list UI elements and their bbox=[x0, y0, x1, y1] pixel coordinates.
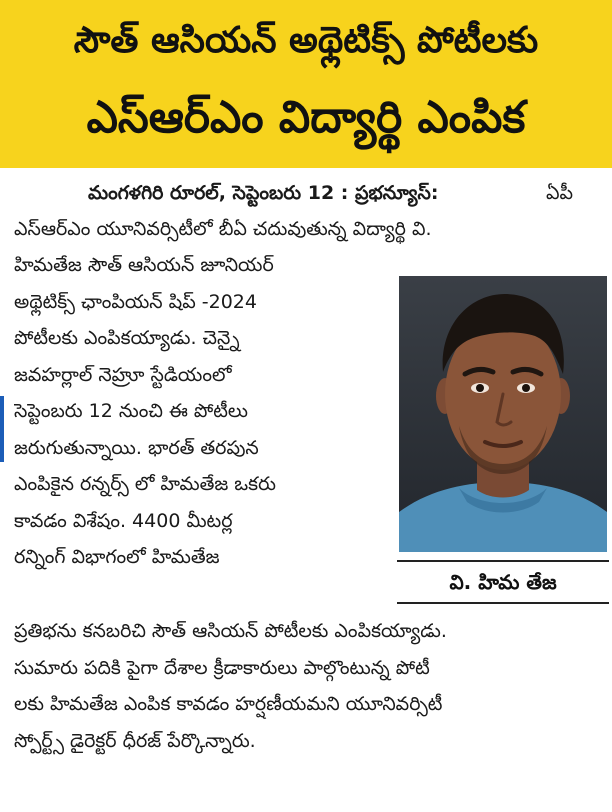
article-line-3: అథ్లెటిక్స్ ఛాంపియన్ షిప్ -2024 bbox=[14, 291, 257, 313]
dateline: మంగళగిరి రూరల్, సెప్టెంబరు 12 : ప్రభన్యూస్: bbox=[88, 182, 439, 204]
article-line-11: ప్రతిభను కనబరిచి సౌత్ ఆసియన్ పోటీలకు ఎంపికయ్యాడు. bbox=[14, 620, 447, 642]
article-line-10: రన్నింగ్ విభాగంలో హిమతేజ bbox=[14, 546, 220, 568]
headline-line-2: ఎస్ఆర్ఎం విద్యార్థి ఎంపిక bbox=[86, 92, 526, 143]
article-line-1: ఎస్ఆర్ఎం యూనివర్సిటీలో బీఏ చదువుతున్న విద్యార్థి వి. bbox=[14, 218, 432, 240]
article-line-2: హిమతేజ సౌత్ ఆసియన్ జూనియర్ bbox=[14, 254, 274, 276]
portrait-photo bbox=[399, 276, 607, 552]
headline-line-1: సౌత్ ఆసియన్ అథ్లెటిక్స్ పోటీలకు bbox=[73, 20, 539, 61]
article-line-7: జరుగుతున్నాయి. భారత్ తరపున bbox=[14, 437, 259, 459]
article-line-4: పోటీలకు ఎంపికయ్యాడు. చెన్నై bbox=[14, 327, 240, 349]
portrait-illustration bbox=[399, 276, 607, 552]
article-line-12: సుమారు పదికి పైగా దేశాల క్రీడాకారులు పాల్గొంటున్న పోటీ bbox=[14, 657, 430, 679]
article-line-8: ఎంపికైన రన్నర్స్ లో హిమతేజ ఒకరు bbox=[14, 473, 276, 495]
article-line-9: కావడం విశేషం. 4400 మీటర్ల bbox=[14, 510, 233, 532]
side-accent-bar bbox=[0, 396, 4, 462]
article-line-14: స్పోర్ట్స్ డైరెక్టర్ ధీరజ్ పేర్కొన్నారు. bbox=[14, 730, 256, 752]
article-line-0: ఏపీ bbox=[546, 182, 574, 204]
article-line-5: జవహర్లాల్ నెహ్రూ స్టేడియంలో bbox=[14, 364, 232, 386]
article-line-6: సెప్టెంబరు 12 నుంచి ఈ పోటీలు bbox=[14, 400, 248, 422]
photo-caption: వి. హిమ తేజ bbox=[397, 560, 609, 604]
article-line-13: లకు హిమతేజ ఎంపిక కావడం హర్షణీయమని యూనివర్సిటీ bbox=[14, 693, 443, 715]
headline-banner bbox=[0, 0, 612, 168]
